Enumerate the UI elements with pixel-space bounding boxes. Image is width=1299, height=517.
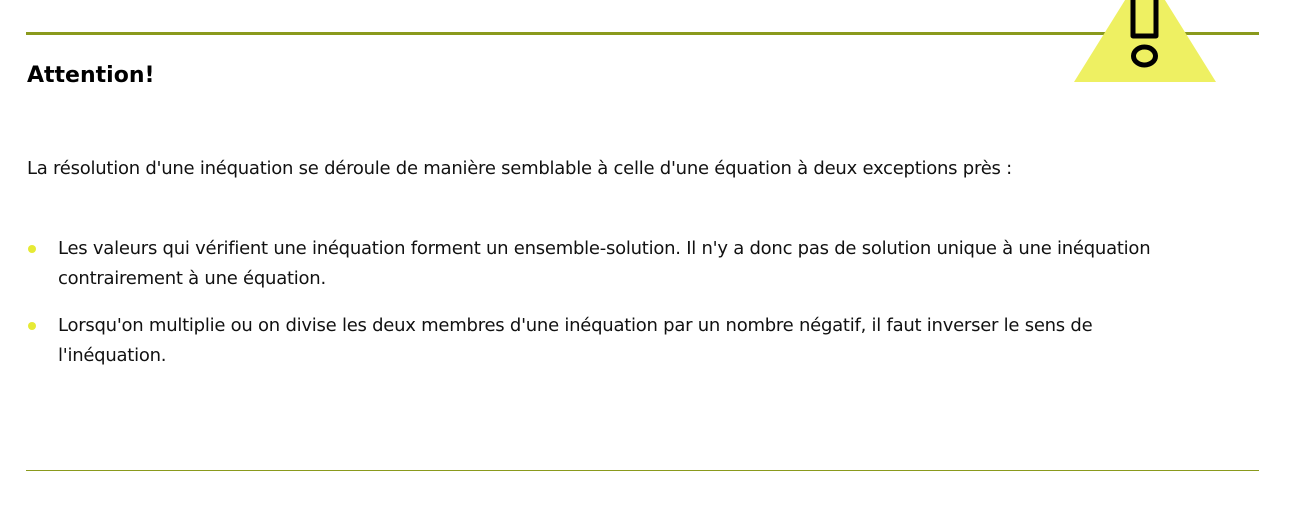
list-item bbox=[27, 311, 1257, 371]
bullet-dot-icon bbox=[28, 245, 36, 253]
list-item bbox=[27, 234, 1257, 294]
callout-title: Attention! bbox=[27, 63, 155, 88]
bottom-divider bbox=[26, 470, 1259, 471]
bullet-dot-icon bbox=[28, 322, 36, 330]
callout-bullet-list bbox=[27, 234, 1257, 388]
bullet-text-line: contrairement à une équation. bbox=[58, 268, 326, 289]
warning-triangle-shape bbox=[1074, 0, 1216, 82]
warning-triangle-icon bbox=[1074, 0, 1216, 82]
bullet-text-line: Lorsqu'on multiplie ou on divise les deux membres d'une inéquation par un nombre négatif, il faut inverser le sens de bbox=[58, 315, 1093, 336]
bullet-text-line: l'inéquation. bbox=[58, 345, 167, 366]
bullet-text-line: Les valeurs qui vérifient une inéquation forment un ensemble-solution. Il n'y a donc pas de solution unique à une inéquation bbox=[58, 238, 1151, 259]
callout-intro: La résolution d'une inéquation se déroule de manière semblable à celle d'une équation à deux exceptions près : bbox=[27, 158, 1012, 179]
